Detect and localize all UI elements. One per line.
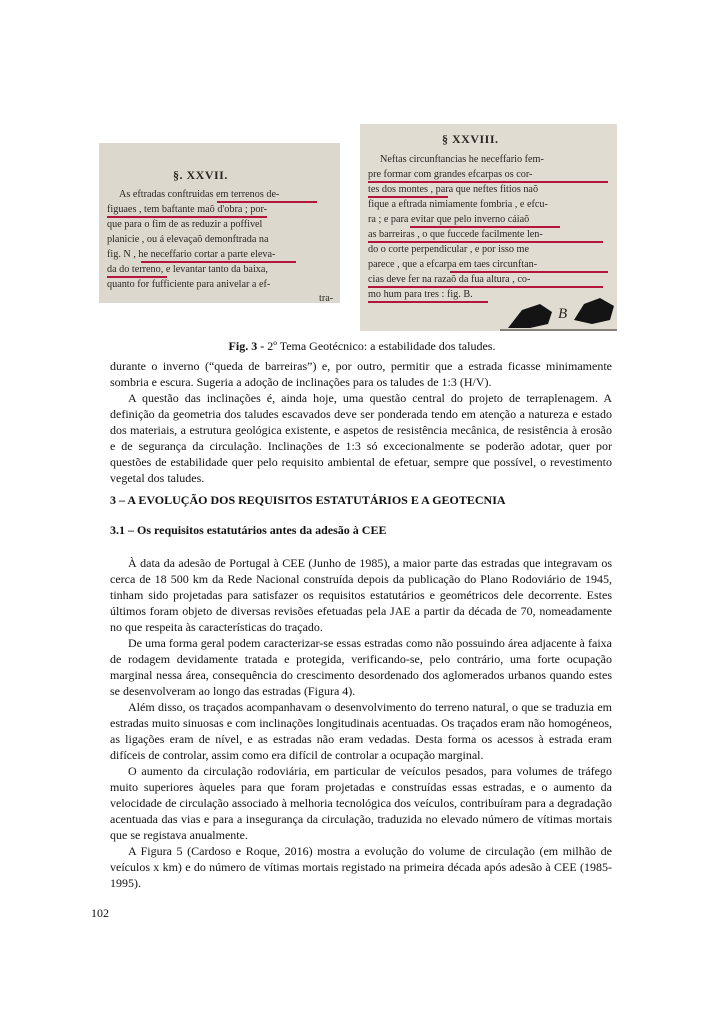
highlight-underline [368,196,448,198]
scan-line: ra ; e para evitar que pelo inverno cáiaõ [368,214,530,225]
highlight-underline [368,286,603,288]
highlight-underline [450,271,608,273]
scan-line: cias deve fer na razaõ da fua altura , co- [368,274,531,285]
paragraph: De uma forma geral podem caracterizar-se essas estradas como não possuindo área adjacente à faixa de rodagem devidamente tratada e protegida, verificando-se, pelo contrário, uma forte ocupação marginal nessa área, consequência do crescimento desordenado dos aglomerados urbanos quando estes se desenvolveram ao longo das estradas (Figura 4). [110,636,612,698]
section-number: §. XXVII. [173,168,228,182]
scan-line: as barreiras , o que fuccede facilmente len- [368,229,543,240]
sketch-label: B [558,306,568,322]
scan-line: fique a eftrada nimiamente fombria , e efcu- [368,199,548,210]
scan-line: mo hum para tres : fig. B. [368,289,473,300]
scan-line: figuaes , tem baftante maõ d'obra ; por- [107,204,268,215]
subsection-heading: 3.1 – Os requisitos estatutários antes da adesão à CEE [110,523,387,537]
highlight-underline [410,226,560,228]
highlight-underline [141,261,296,263]
section-heading: 3 – A EVOLUÇÃO DOS REQUISITOS ESTATUTÁRIOS E A GEOTECNIA [110,493,506,507]
scan-line: da do terreno, e levantar tanto da baixa, [107,264,268,275]
body-text-upper [110,358,612,486]
section-number: § XXVIII. [442,132,499,146]
figure-label: Fig. 3 - [228,339,265,353]
paragraph: O aumento da circulação rodoviária, em particular de veículos pesados, para volumes de tráfego muito superiores àqueles para que foram projetadas e construídas essas estradas, e o aumento da velocidade de circulação associado à melhoria tecnológica dos veículos, contribuíram para a degradação acentuada das vias e para a insegurança da circulação, traduzida no elevado número de vítimas mortais que se registava anualmente. [110,764,612,842]
page-number: 102 [91,906,109,920]
scan-line: do o corte perpendicular , e por isso me [368,244,529,255]
highlight-underline [107,276,167,278]
scan-line: Neftas circunftancias he neceffario fem- [380,154,544,165]
paragraph: Além disso, os traçados acompanhavam o desenvolvimento do terreno natural, o que se traduzia em estradas muito sinuosas e com inclinações longitudinais acentuadas. Os traçados eram não homogéneos, as ligações eram de nível, e as estradas não eram vedadas. Desta forma os acessos à estrada eram difíceis de controlar, assim como era difícil de controlar a ocupação marginal. [110,700,612,762]
body-text-lower [110,555,612,891]
figure-caption [0,339,724,354]
scan-line: tra- [319,293,334,303]
highlight-underline [107,216,267,218]
paragraph: A questão das inclinações é, ainda hoje, uma questão central do projeto de terraplenagem. A definição da geometria dos taludes escavados deve ser ponderada tendo em atenção a natureza e estado dos materiais, a estrutura geológica existente, e aspetos de resistência mecânica, de resistência à erosão e de segurança da circulação. Inclinações de 1:3 só excecionalmente se poderão adotar, quer por questões de estabilidade quer pelo requisito ambiental de efetuar, sempre que possível, o revestimento vegetal dos taludes. [110,391,612,485]
scan-line: parece , que a efcarpa em taes circunftan- [368,259,538,270]
scan-line: planicie , ou á elevaçaõ demonftrada na [107,234,269,245]
paragraph: durante o inverno (“queda de barreiras”) e, por outro, permitir que a estrada ficasse minimamente sombria e escura. Sugeria a adoção de inclinações para os taludes de 1:3 (H/V). [110,359,612,389]
paragraph: À data da adesão de Portugal à CEE (Junho de 1985), a maior parte das estradas que integravam os cerca de 18 500 km da Rede Nacional construída depois da publicação do Plano Rodoviário de 1945, tinham sido projetadas para satisfazer os requisitos estatutários e geométricos dele decorrente. Estes últimos foram objeto de diversas revisões efetuadas pela JAE a partir da década de 70, nomeadamente no que respeita às características do traçado. [110,556,612,634]
caption-text: 2º Tema Geotécnico: a estabilidade dos taludes. [264,339,496,353]
scan-line: pre formar com grandes efcarpas os cor- [368,169,533,180]
highlight-underline [368,301,488,303]
scan-line: tes dos montes , para que neftes fitios naõ [368,184,539,195]
slope-sketch [500,290,617,331]
scan-line: As eftradas conftruidas em terrenos de- [119,189,280,200]
paragraph: A Figura 5 (Cardoso e Roque, 2016) mostra a evolução do volume de circulação (em milhão de veículos x km) e do número de vítimas mortais registado na primeira década após adesão à CEE (1985-1995). [110,844,612,890]
highlight-underline [368,181,608,183]
scan-line: quanto for fufficiente para anivelar a ef- [107,279,271,290]
scan-excerpt-left [99,143,340,303]
scan-excerpt-right [360,124,617,331]
highlight-underline [368,241,603,243]
scan-line: que para o fim de as reduzir a poffivel [107,219,263,230]
scan-line: fig. N , he neceffario cortar a parte eleva- [107,249,276,260]
highlight-underline [217,201,317,203]
